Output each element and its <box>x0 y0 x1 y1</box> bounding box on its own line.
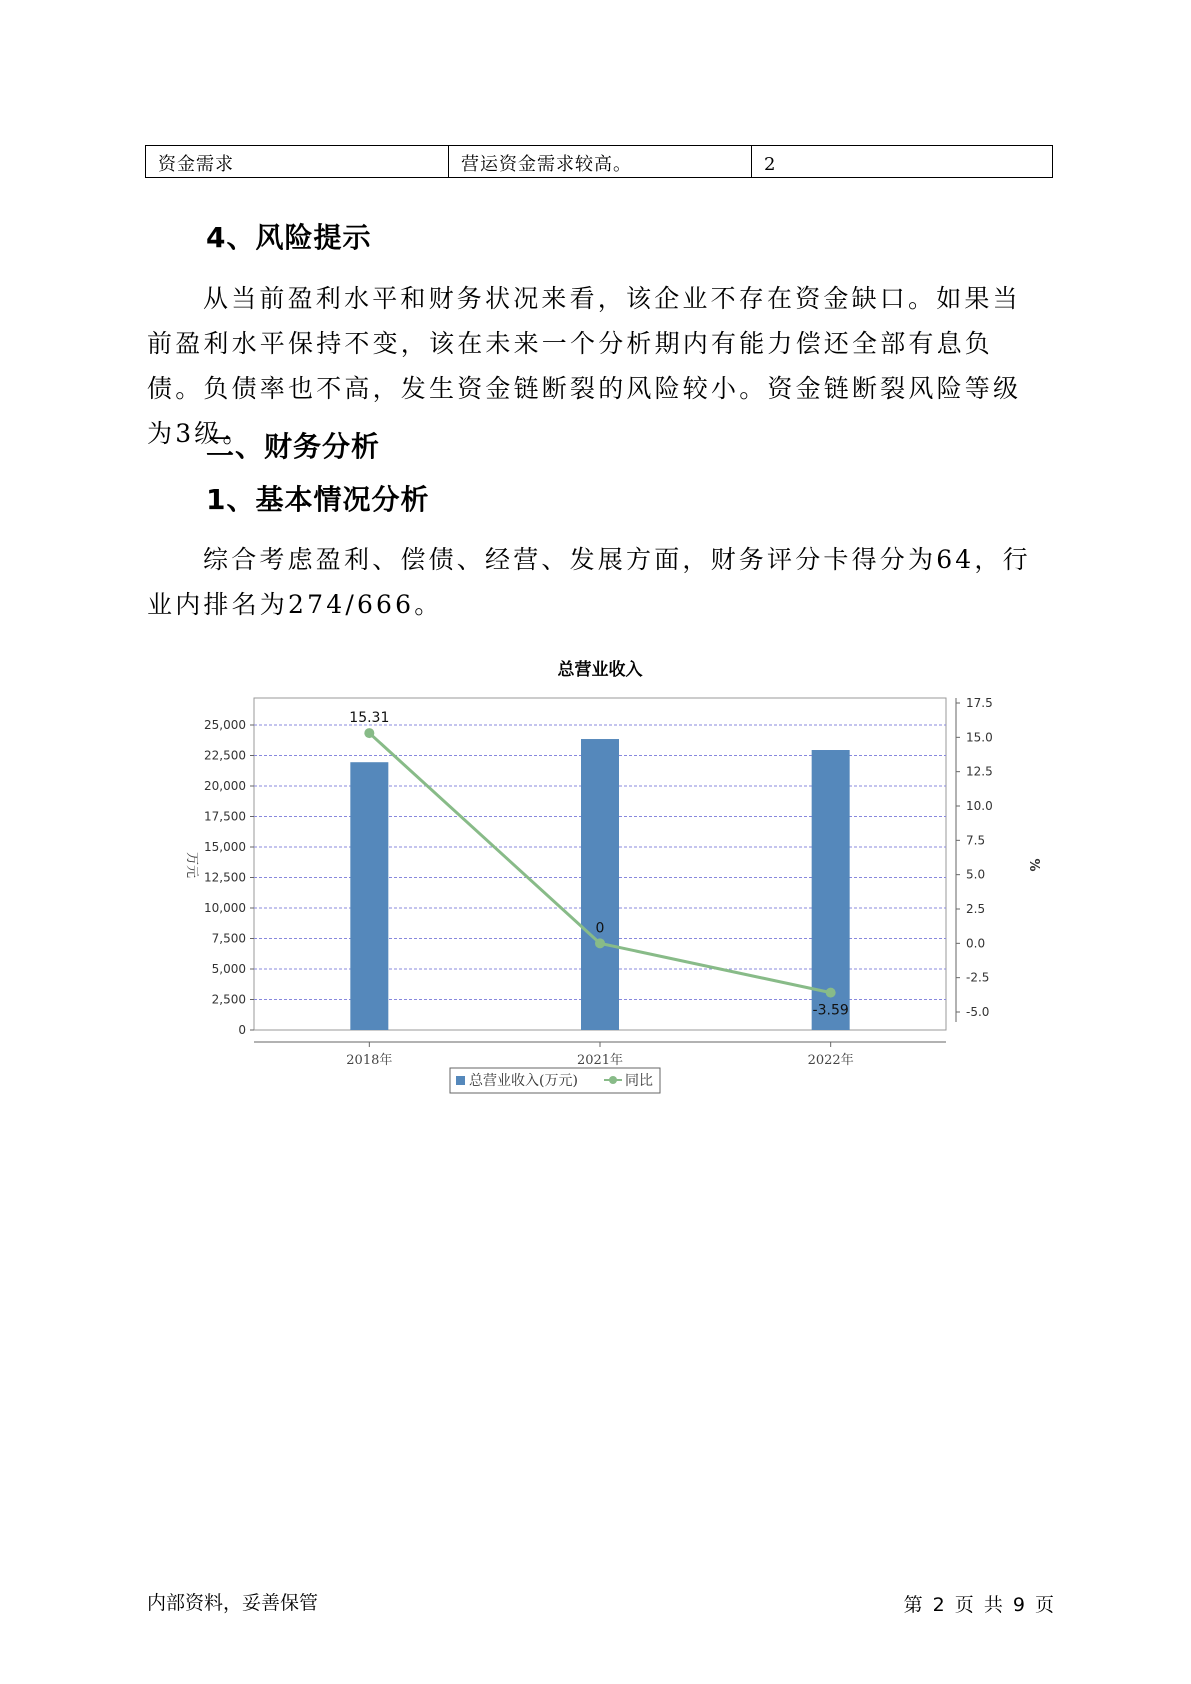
y-axis-label: 万元 <box>184 851 199 879</box>
legend-bar-label: 总营业收入(万元) <box>469 1073 578 1089</box>
legend-bar-swatch <box>456 1076 465 1085</box>
table-cell-item: 资金需求 <box>146 146 449 177</box>
legend-line-marker <box>609 1076 617 1084</box>
y-tick-label: 2,500 <box>211 992 246 1007</box>
y-tick-label: 15,000 <box>204 840 246 854</box>
y2-tick-label: 12.5 <box>966 764 993 779</box>
footer-confidential: 内部资料，妥善保管 <box>147 1592 319 1614</box>
risk-paragraph: 从当前盈利水平和财务状况来看，该企业不存在资金缺口。如果当前盈利水平保持不变，该在未来一个分析期内有能力偿还全部有息负债。负债率也不高，发生资金链断裂的风险较小。资金链断裂风险等级为3级。 <box>147 284 1022 448</box>
finance-heading: 二、财务分析 <box>206 430 381 463</box>
y2-tick-label: -5.0 <box>966 1005 990 1019</box>
y2-tick-label: 2.5 <box>966 902 986 916</box>
revenue-bar <box>350 762 388 1030</box>
yoy-point <box>595 938 605 948</box>
y2-tick-label: -2.5 <box>966 970 990 985</box>
table-cell-level: 2 <box>764 154 777 175</box>
risk-heading: 4、风险提示 <box>206 221 372 254</box>
risk-table-row <box>145 145 1053 178</box>
y-tick-label: 22,500 <box>204 748 246 763</box>
yoy-point <box>364 728 374 738</box>
revenue-chart <box>170 650 1041 1110</box>
yoy-point <box>826 988 836 998</box>
revenue-bar <box>581 739 619 1030</box>
basic-analysis-heading: 1、基本情况分析 <box>206 483 430 516</box>
y-tick-label: 25,000 <box>204 718 246 732</box>
y2-axis-label: % <box>1026 858 1041 872</box>
y2-tick-label: 0.0 <box>966 936 986 951</box>
x-tick-label: 2018年 <box>346 1053 393 1068</box>
y-tick-label: 20,000 <box>204 779 246 793</box>
x-tick-label: 2022年 <box>807 1053 854 1068</box>
y-tick-label: 5,000 <box>211 962 246 976</box>
chart-title: 总营业收入 <box>557 660 643 680</box>
footer-page-number: 第 2 页 共 9 页 <box>903 1594 1054 1616</box>
y2-tick-label: 15.0 <box>966 730 993 745</box>
y2-tick-label: 10.0 <box>966 799 993 813</box>
y-tick-label: 7,500 <box>211 931 246 946</box>
y-tick-label: 17,500 <box>204 809 246 824</box>
yoy-data-label: -3.59 <box>812 1002 849 1019</box>
y2-tick-label: 5.0 <box>966 867 986 882</box>
y2-tick-label: 7.5 <box>966 833 986 848</box>
yoy-data-label: 0 <box>595 920 605 937</box>
table-cell-description: 营运资金需求较高。 <box>449 146 752 177</box>
y-tick-label: 10,000 <box>204 901 246 915</box>
revenue-chart-svg <box>170 650 1041 1110</box>
y-tick-label: 12,500 <box>204 870 246 885</box>
y2-tick-label: 17.5 <box>966 696 993 710</box>
yoy-data-label: 15.31 <box>349 710 390 727</box>
finance-paragraph: 综合考虑盈利、偿债、经营、发展方面，财务评分卡得分为64，行业内排名为274/666。 <box>147 545 1031 619</box>
y-tick-label: 0 <box>238 1023 246 1037</box>
x-tick-label: 2021年 <box>576 1053 624 1068</box>
legend-line-label: 同比 <box>625 1073 653 1089</box>
